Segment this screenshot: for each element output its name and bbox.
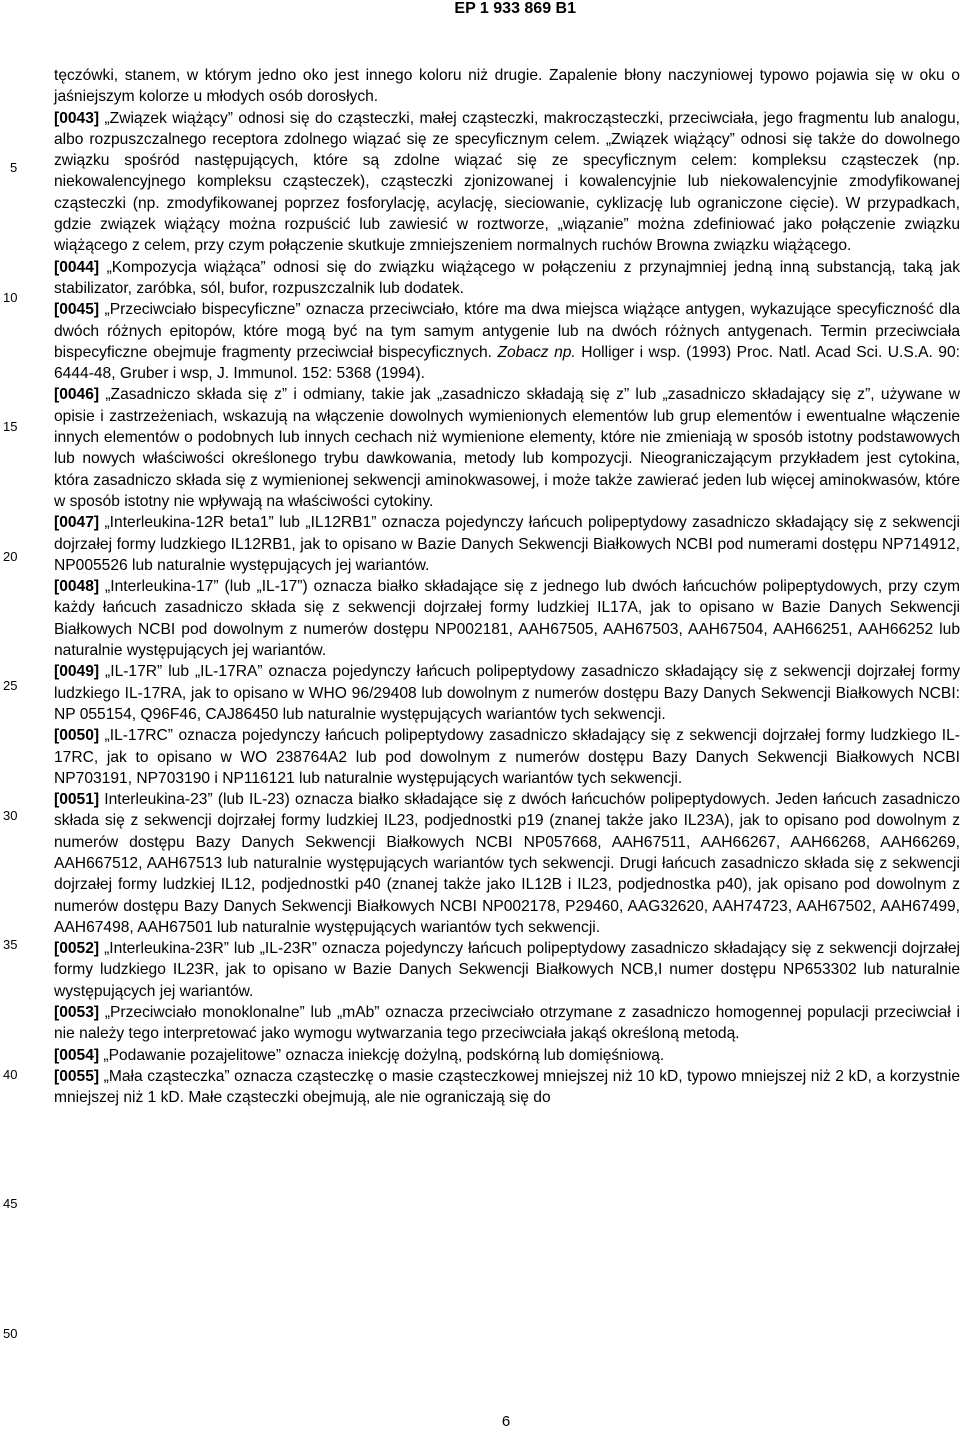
paragraph-text: Interleukina-23” (lub IL-23) oznacza białko składające się z dwóch łańcuchów polipeptydowych. Jeden łańcuch zasadniczo składa się z sekwencji dojrzałej formy ludzkiej IL23, podjednostki p19 (znanej także jako IL23A), jak to opisano pod dowolnym z numerów dostępu Bazy Danych Sekwencji Białkowych NCBI NP057668, AAH67511, AAH66267, AAH66268, AAH66269, AAH667512, AAH67513 lub naturalnie występujących wariantów tych sekwencji. Drugi łańcuch zasadniczo składa się z sekwencji dojrzałej formy ludzkiej IL12, podjednostki p40 (znanej także jako IL12B i IL23, podjednostka p40), jak opisano pod dowolnym z numerów dostępu Bazy Danych Sekwencji Białkowych NCBI NP002178, P29460, AAG32620, AAH74723, AAH67502, AAH67499, AAH67498, AAH67501 lub naturalnie występujących wariantów tych sekwencji. (54, 791, 960, 936)
paragraph (54, 576, 960, 661)
line-number: 50 (3, 1325, 18, 1341)
paragraph-text: „Przeciwciało bispecyficzne” oznacza przeciwciało, które ma dwa miejsca wiążące antygen, wykazujące specyficzność dla dwóch różnych epitopów, które mogą być na tym samym antygenie lub na dwóch różnych antygenach. Termin przeciwciała bispecyficzne obejmuje fragmenty przeciwciał bispecyficznych. (54, 301, 960, 361)
line-number: 10 (3, 289, 18, 305)
line-number: 45 (3, 1196, 18, 1211)
paragraph-text: „IL-17RC” oznacza pojedynczy łańcuch polipeptydowy zasadniczo składający się z sekwencji dojrzałej formy ludzkiego IL-17RC, jak to opisano w WO 238764A2 lub pod dowolnym z numerów dostępu Bazy Danych Sekwencji Białkowych NCBI NP703191, NP703190 i NP116121 lub naturalnie występujących wariantów tych sekwencji. (54, 727, 960, 787)
paragraph-text: „Interleukina-17” (lub „IL-17”) oznacza białko składające się z jednego lub dwóch łańcuchów polipeptydowych, przy czym każdy łańcuch zasadniczo składa się z sekwencji dojrzałej formy ludzkiej IL17A, jak to opisano w Bazie Danych Sekwencji Białkowych NCBI pod dowolnym z numerów dostępu NP002181, AAH67505, AAH67503, AAH67504, AAH66251, AAH66252 lub naturalnie występujących jej wariantów. (54, 578, 960, 660)
paragraph-text: „Przeciwciało monoklonalne” lub „mAb” oznacza przeciwciało otrzymane z zasadniczo homogennej populacji przeciwciał i nie należy tego interpretować jako wymogu wytwarzania tego przeciwciała jakąś określoną metodą. (54, 1004, 960, 1043)
paragraph-number: [0043] (54, 109, 100, 127)
paragraph-number: [0046] (54, 386, 100, 404)
paragraph (54, 384, 960, 512)
paragraph (54, 257, 960, 300)
paragraph-text: „Interleukina-23R” lub „IL-23R” oznacza pojedynczy łańcuch polipeptydowy zasadniczo składający się z sekwencji dojrzałej formy ludzkiego IL23R, jak to opisano w Bazie Danych Sekwencji Białkowych NCB,I numer dostępu NP653302 lub naturalnie występujących jej wariantów. (54, 940, 960, 1000)
paragraph-number: [0052] (54, 940, 100, 958)
line-number: 30 (3, 807, 18, 823)
publication-number: EP 1 933 869 B1 (454, 0, 576, 17)
paragraph-number: [0045] (54, 301, 100, 319)
paragraph-text: „Kompozycja wiążąca” odnosi się do związku wiążącego w połączeniu z przynajmniej jedną inną substancją, taką jak stabilizator, zaróbka, sól, bufor, rozpuszczalnik lub dodatek. (54, 258, 960, 297)
document-body (54, 65, 960, 1109)
paragraph (54, 1002, 960, 1045)
paragraph-number: [0053] (54, 1004, 100, 1022)
paragraph-italic-text: Zobacz np. (497, 343, 576, 361)
line-number: 35 (3, 937, 18, 952)
paragraph-number: [0049] (54, 663, 100, 681)
paragraph (54, 938, 960, 1002)
paragraph-number: [0050] (54, 727, 100, 745)
page-number: 6 (501, 1413, 511, 1430)
line-number: 15 (3, 419, 18, 434)
paragraph-text: „Zasadniczo składa się z” i odmiany, takie jak „zasadniczo składają się z” lub „zasadniczo składający się z”, używane w opisie i zastrzeżeniach, wskazują na włączenie dowolnych wymienionych elementów lub grup elementów i ewentualne włączenie innych elementów o podobnych lub innych cechach niż wymienione elementy, które nie zmieniają w sposób istotny podstawowych lub nowych właściwości określonego trybu dawkowania, metody lub kompozycji. Nieograniczającym przykładem jest cytokina, która zasadniczo składa się z wymienionej sekwencji aminokwasowej, i może także zawierać jeden lub więcej aminokwasów, które w sposób istotny nie wpływają na właściwości cytokiny. (54, 386, 960, 510)
line-number: 20 (3, 548, 18, 564)
paragraph (54, 1045, 960, 1066)
paragraph-text: „Podawanie pozajelitowe” oznacza iniekcję dożylną, podskórną lub domięśniową. (99, 1046, 665, 1064)
paragraph (54, 725, 960, 789)
paragraph-text: „IL-17R” lub „IL-17RA” oznacza pojedynczy łańcuch polipeptydowy zasadniczo składający się z sekwencji dojrzałej formy ludzkiego IL-17RA, jak to opisano w WHO 96/29408 lub dowolnym z numerów dostępu Bazy Danych Sekwencji Białkowych NCBI: NP 055154, Q96F46, CAJ86450 lub naturalnie występujących wariantów tych sekwencji. (54, 663, 960, 723)
paragraph-number: [0044] (54, 258, 100, 276)
paragraph (54, 299, 960, 384)
paragraph (54, 661, 960, 725)
paragraph-number: [0054] (54, 1046, 100, 1064)
paragraph (54, 1066, 960, 1109)
paragraph (54, 789, 960, 938)
paragraph-text: „Mała cząsteczka” oznacza cząsteczkę o masie cząsteczkowej mniejszej niż 10 kD, typowo mniejszej niż 2 kD, a korzystnie mniejszej niż 1 kD. Małe cząsteczki obejmują, ale nie ograniczają się do (54, 1067, 960, 1107)
paragraph-number: [0048] (54, 578, 100, 596)
paragraph-text: „Związek wiążący” odnosi się do cząsteczki, małej cząsteczki, makrocząsteczki, przeciwciała, jego fragmentu lub analogu, albo rozpuszczalnego receptora zdolnego wiązać się ze specyficznym celem. „Związek wiążący” odnosi się także do dowolnego związku spośród następujących, które są zdolne wiązać się ze specyficznym celem: kompleksu cząsteczek (np. niekowalencyjnego kompleksu cząsteczek), cząsteczki zjonizowanej i kowalencyjnie lub niekowalencyjnie zmodyfikowanej cząsteczki (np. zmodyfikowanej poprzez fosforylację, acylację, sieciowanie, cyklizację lub ograniczone cięcie). W przypadkach, gdzie związek wiążący można rozpuścić lub zawiesić w roztworze, „wiązanie” można zdefiniować jako połączenie związku wiążącego z celem, przy czym połączenie skutkuje zmniejszeniem normalnych ruchów Browna związku wiążącego. (54, 109, 960, 255)
paragraph-text: tęczówki, stanem, w którym jedno oko jest innego koloru niż drugie. Zapalenie błony naczyniowej typowo pojawia się w oku o jaśniejszym kolorze u młodych osób dorosłych. (54, 67, 960, 106)
paragraph-number: [0047] (54, 514, 100, 532)
line-number: 5 (10, 160, 18, 175)
line-number: 40 (3, 1066, 18, 1082)
paragraph (54, 65, 960, 108)
paragraph (54, 108, 960, 257)
paragraph-number: [0055] (54, 1067, 100, 1085)
paragraph (54, 512, 960, 576)
paragraph-number: [0051] (54, 791, 100, 809)
paragraph-text: „Interleukina-12R beta1” lub „IL12RB1” oznacza pojedynczy łańcuch polipeptydowy zasadniczo składający się z sekwencji dojrzałej formy ludzkiego IL12RB1, jak to opisano w Bazie Danych Sekwencji Białkowych NCBI pod numerami dostępu NP714912, NP005526 lub naturalnie występujących jej wariantów. (54, 514, 960, 574)
line-number: 25 (3, 678, 18, 693)
paragraph-text: Holliger i wsp. (1993) Proc. Natl. Acad Sci. U.S.A. 90: 6444-48, Gruber i wsp, J. Immunol. 152: 5368 (1994). (54, 343, 960, 383)
